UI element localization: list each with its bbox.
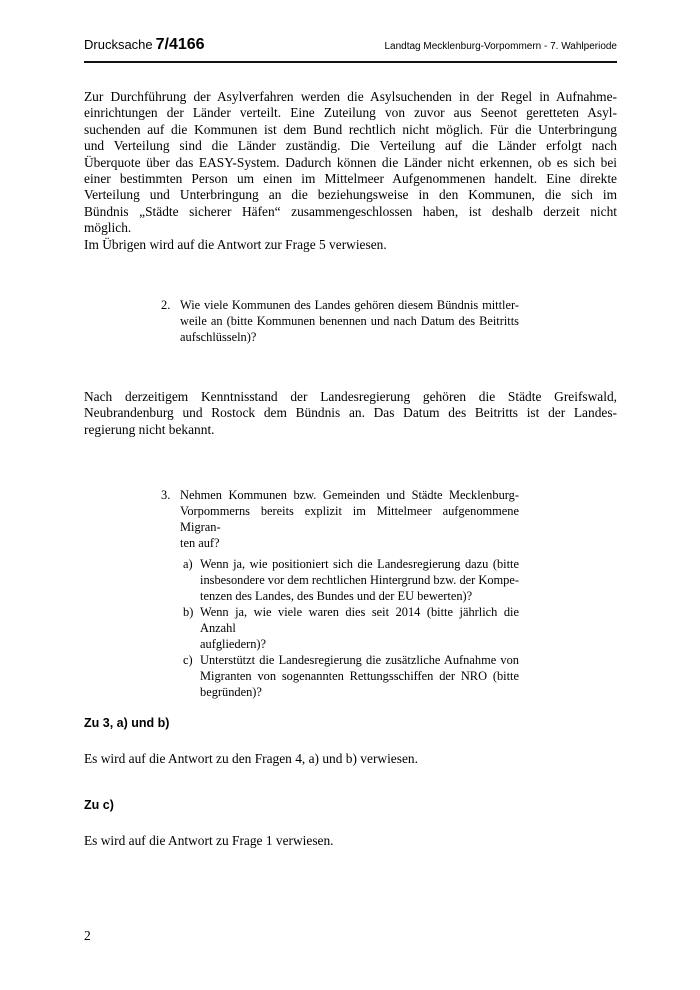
text-line: Verteilung und Unterbringung an die beziehungsweise in den Kommunen, die sich im	[84, 187, 617, 203]
parliament-period-label: Landtag Mecklenburg-Vorpommern - 7. Wahlperiode	[384, 41, 617, 52]
doc-type-label: Drucksache	[84, 37, 153, 52]
text-line: Nehmen Kommunen bzw. Gemeinden und Städte Mecklenburg-	[180, 488, 519, 503]
text-line: begründen)?	[200, 685, 262, 700]
text-line: Bündnis „Städte sicherer Häfen“ zusammengeschlossen haben, ist deshalb derzeit nicht	[84, 203, 617, 219]
text-line: Nach derzeitigem Kenntnisstand der Landesregierung gehören die Städte Greifswald,	[84, 389, 617, 405]
question-2-text	[180, 297, 519, 345]
text-line: einrichtungen der Länder verteilt. Eine Zuteilung von zuvor aus Seenot geretteten Asyl-	[84, 105, 617, 121]
text-line: einer bestimmten Person um einen im Mittelmeer Aufgenommenen handelt. Eine direkte	[84, 171, 617, 187]
text-line: Wenn ja, wie viele waren dies seit 2014 (bitte jährlich die Anzahl	[200, 605, 519, 636]
text-line: Wenn ja, wie positioniert sich die Landesregierung dazu (bitte	[200, 557, 519, 572]
text-line: und Verteilung sind die Länder zuständig. Die Verteilung auf die Länder erfolgt nach	[84, 138, 617, 154]
question-2-block	[161, 297, 519, 345]
text-line: aufschlüsseln)?	[180, 330, 257, 345]
answer-paragraph-asylverfahren	[84, 89, 617, 237]
answer-zu-c: Es wird auf die Antwort zu Frage 1 verwiesen.	[84, 832, 334, 848]
question-3c-text	[200, 652, 519, 700]
text-line: Migranten von sogenannten Rettungsschiffen der NRO (bitte	[200, 669, 519, 684]
text-line: insbesondere vor dem rechtlichen Hintergrund bzw. der Kompe-	[200, 573, 519, 588]
question-2-number: 2.	[161, 298, 171, 313]
doc-number: 7/4166	[155, 36, 205, 53]
text-line: Vorpommerns bereits explizit im Mittelmeer aufgenommene Migran-	[180, 504, 519, 535]
text-line: weile an (bitte Kommunen benennen und nach Datum des Beitritts	[180, 314, 519, 329]
question-3b-text	[200, 604, 519, 652]
question-3a-text	[200, 556, 519, 604]
heading-zu-3ab: Zu 3, a) und b)	[84, 716, 170, 731]
header-divider	[84, 61, 617, 63]
text-line: ten auf?	[180, 536, 220, 551]
text-line: Zur Durchführung der Asylverfahren werden die Asylsuchenden in der Regel in Aufnahme-	[84, 89, 617, 104]
question-3a-block	[183, 556, 519, 604]
answer-zu-3ab: Es wird auf die Antwort zu den Fragen 4, a) und b) verwiesen.	[84, 751, 418, 767]
question-3-text	[180, 487, 519, 551]
answer-reference-frage5: Im Übrigen wird auf die Antwort zur Frage 5 verwiesen.	[84, 236, 387, 252]
question-3b-letter: b)	[183, 605, 194, 620]
text-line: regierung nicht bekannt.	[84, 421, 215, 437]
text-line: tenzen des Landes, des Bundes und der EU bewerten)?	[200, 589, 473, 604]
page-number: 2	[84, 928, 91, 943]
question-3-block	[161, 487, 519, 551]
document-id	[84, 36, 205, 54]
question-3b-block	[183, 604, 519, 652]
question-3c-block	[183, 652, 519, 700]
page-header	[84, 0, 617, 54]
text-line: möglich.	[84, 220, 132, 236]
text-line: Neubrandenburg und Rostock dem Bündnis an. Das Datum des Beitritts ist der Landes-	[84, 405, 617, 421]
text-line: suchenden auf die Kommunen ist dem Bund rechtlich nicht möglich. Für die Unterbringung	[84, 121, 617, 137]
text-line: Wie viele Kommunen des Landes gehören diesem Bündnis mittler-	[180, 298, 519, 313]
text-line: Überquote über das EASY-System. Dadurch können die Länder nicht erkennen, ob es sich bei	[84, 154, 617, 170]
text-line: Unterstützt die Landesregierung die zusätzliche Aufnahme von	[200, 653, 519, 668]
question-3a-letter: a)	[183, 557, 193, 572]
answer-paragraph-buendnis	[84, 389, 617, 438]
heading-zu-c: Zu c)	[84, 797, 114, 812]
question-3-number: 3.	[161, 488, 171, 503]
question-3c-letter: c)	[183, 653, 193, 668]
text-line: aufgliedern)?	[200, 637, 267, 652]
